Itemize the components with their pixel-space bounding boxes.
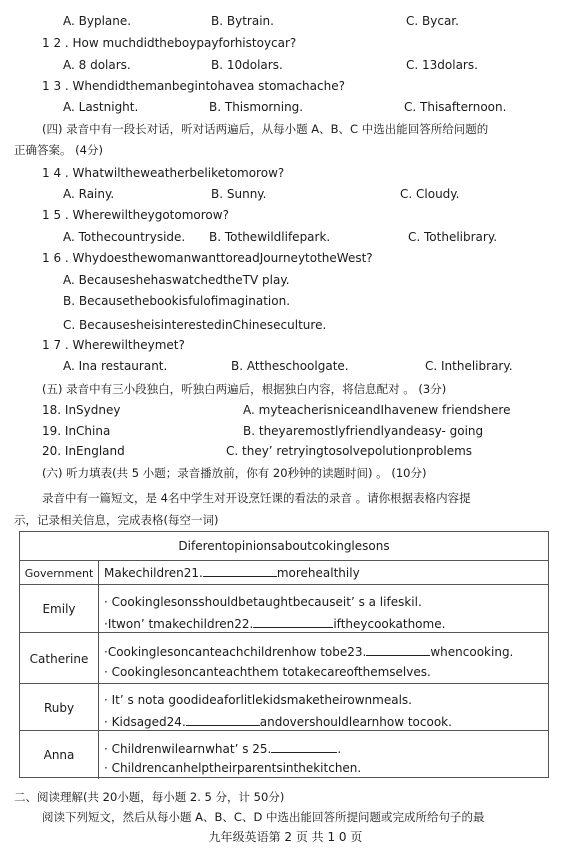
q15-option-b: B. Tothewildlifepark. <box>209 230 331 244</box>
q13-option-a: A. Lastnight. <box>63 100 139 114</box>
q12-stem: 1 2 . How muchdidtheboypayforhistoycar? <box>42 36 297 50</box>
section4-instruction-cont: 正确答案。 (4分) <box>14 143 103 157</box>
row-label-government: Government <box>20 561 99 585</box>
section4-instruction: (四) 录音中有一段长对话，听对话两遍后，从每小题 A、B、C 中选出能回答所给问题的 <box>42 122 489 136</box>
table-title-row <box>20 532 548 560</box>
table-row <box>20 560 548 585</box>
row-label-emily: Emily <box>20 585 99 633</box>
section6-instruction: (六) 听力填表(共 5 小题；录音播放前，你有 20秒钟的读题时间) 。 (10分) <box>42 466 427 480</box>
catherine-point-1: ·Cookinglesoncanteachchildrenhow tobe23. whencooking. <box>104 645 514 659</box>
q15-option-c: C. Tothelibrary. <box>408 230 498 244</box>
page-footer: 九年级英语第 2 页 共 1 0 页 <box>208 830 363 844</box>
blank-23[interactable] <box>366 643 430 656</box>
match-20-left: 20. InEngland <box>42 444 125 458</box>
section6-intro: 录音中有一篇短文，是 4名中学生对开设烹饪课的看法的录音 。请你根据表格内容提 <box>42 491 471 505</box>
row-label-catherine: Catherine <box>20 633 99 684</box>
q13-option-b: B. Thismorning. <box>209 100 304 114</box>
section5-instruction: (五) 录音中有三小段独白，听独白两遍后，根据独白内容，将信息配对 。 (3分) <box>42 382 447 396</box>
q17-option-c: C. Inthelibrary. <box>425 359 513 373</box>
table-title: Diferentopinionsaboutcokinglesons <box>178 539 390 553</box>
emily-point-2: ·Itwon’ tmakechildren22. iftheycookathome. <box>104 617 446 631</box>
q16-option-b: B. Becausethebookisfulofimagination. <box>63 294 291 308</box>
q16-option-c: C. BecausesheisinterestedinChineseculture. <box>63 318 327 332</box>
blank-21[interactable] <box>203 564 277 577</box>
anna-point-1: · Childrenwilearnwhat’ s 25. . <box>104 742 342 756</box>
q12-option-b: B. 10dolars. <box>211 58 283 72</box>
part2-instruction: 阅读下列短文，然后从每小题 A、B、C、D 中选出能回答所提问题或完成所给句子的最 <box>42 810 485 824</box>
q17-option-b: B. Attheschoolgate. <box>231 359 349 373</box>
q15-stem: 1 5 . Wherewiltheygotomorow? <box>42 208 229 222</box>
match-19-left: 19. InChina <box>42 424 111 438</box>
blank-22[interactable] <box>253 615 333 628</box>
q14-option-c: C. Cloudy. <box>400 187 460 201</box>
table-row <box>20 683 548 731</box>
q11-option-b: B. Bytrain. <box>211 14 274 28</box>
q12-option-a: A. 8 dolars. <box>63 58 131 72</box>
table-row <box>20 632 548 684</box>
part2-title: 二、阅读理解(共 20小题，每小题 2. 5 分，计 50分) <box>14 790 285 804</box>
opinions-table <box>19 531 549 778</box>
anna-point-2: · Childrencanhelptheirparentsinthekitchen. <box>104 761 362 775</box>
q13-stem: 1 3 . Whendidthemanbegintohavea stomachache? <box>42 79 345 93</box>
q17-option-a: A. Ina restaurant. <box>63 359 168 373</box>
q11-option-a: A. Byplane. <box>63 14 132 28</box>
q13-option-c: C. Thisafternoon. <box>404 100 507 114</box>
table-row <box>20 730 548 779</box>
match-c-right: C. they’ retryingtosolvepolutionproblems <box>226 444 473 458</box>
q14-stem: 1 4 . Whatwiltheweatherbeliketomorow? <box>42 166 285 180</box>
blank-24[interactable] <box>186 713 260 726</box>
table-row <box>20 584 548 633</box>
row-label-anna: Anna <box>20 731 99 779</box>
catherine-point-2: · Cookinglesoncanteachthem totakecareofthemselves. <box>104 665 431 679</box>
ruby-point-2: · Kidsaged24. andovershouldlearnhow tocook. <box>104 715 452 729</box>
blank-25[interactable] <box>271 740 337 753</box>
row-label-ruby: Ruby <box>20 684 99 731</box>
q15-option-a: A. Tothecountryside. <box>63 230 186 244</box>
q14-option-a: A. Rainy. <box>63 187 115 201</box>
q14-option-b: B. Sunny. <box>211 187 267 201</box>
ruby-point-1: · It’ s nota goodideaforlitlekidsmaketheirownmeals. <box>104 693 412 707</box>
emily-point-1: · Cookinglesonsshouldbetaughtbecauseit’ s a lifeskil. <box>104 595 422 609</box>
government-text: Makechildren21. morehealthily <box>104 566 360 580</box>
match-b-right: B. theyaremostlyfriendlyandeasy- going <box>243 424 484 438</box>
q17-stem: 1 7 . Wherewiltheymet? <box>42 338 185 352</box>
q12-option-c: C. 13dolars. <box>406 58 478 72</box>
section6-intro-cont: 示，记录相关信息，完成表格(每空一词) <box>14 513 219 527</box>
q16-stem: 1 6 . WhydoesthewomanwanttoreadJourneytotheWest? <box>42 251 373 265</box>
match-18-left: 18. InSydney <box>42 403 121 417</box>
q11-option-c: C. Bycar. <box>406 14 459 28</box>
match-a-right: A. myteacherisniceandIhavenew friendshere <box>243 403 511 417</box>
q16-option-a: A. BecauseshehaswatchedtheTV play. <box>63 273 290 287</box>
